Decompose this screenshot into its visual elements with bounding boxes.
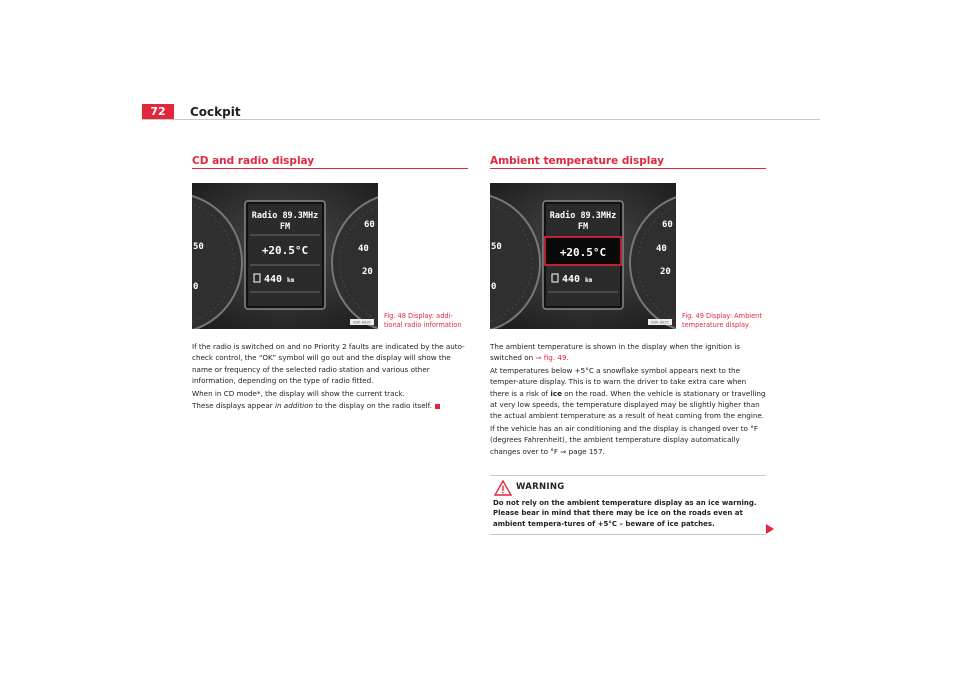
figure-49-caption: Fig. 49 Display: Ambient temperature display — [682, 312, 762, 329]
chapter-title: Cockpit — [190, 105, 241, 119]
paragraph: If the vehicle has an air conditioning and the display is changed over to °F (degrees Fahrenheit), the ambient temperature display automatically changes over to °F ⇒ page 157. — [490, 423, 758, 456]
display-band: FM — [279, 222, 291, 232]
display-radio-frequency: Radio 89.3MHz — [549, 211, 617, 221]
warning-title: WARNING — [516, 482, 565, 492]
display-band: FM — [577, 222, 589, 232]
warning-triangle-icon — [494, 480, 512, 496]
right-body-text — [490, 341, 766, 458]
figure-48 — [192, 183, 378, 329]
figure-48-caption: Fig. 48 Display: addi- tional radio information — [384, 312, 462, 329]
section-heading-ambient-temp: Ambient temperature display — [490, 155, 664, 167]
end-of-section-marker — [435, 404, 440, 409]
text: on the road. When the vehicle is stationary or travelling at very low speeds, the temperature displayed may be slightly higher than the actual ambient temperature as a result of heat coming from the engine. — [490, 388, 766, 421]
bold-text: ice — [550, 388, 562, 398]
gauge-left-label-1: 50 — [193, 242, 204, 252]
display-temperature: +20.5°C — [559, 246, 607, 259]
display-range: 440 — [562, 274, 581, 285]
paragraph: When in CD mode*, the display will show the current track. — [192, 388, 405, 398]
page-number: 72 — [142, 104, 174, 120]
italic-text: in addition — [274, 401, 314, 411]
gauge-right-label-2: 40 — [358, 244, 369, 254]
paragraph — [192, 400, 468, 411]
gauge-left-label-2: 0 — [491, 282, 497, 292]
warning-text: Do not rely on the ambient temperature display as an ice warning. Please bear in mind that there may be ice on the roads even at ambient tempera-tures of +5°C – beware of ice patches. — [493, 499, 757, 528]
gauge-left-label-1: 50 — [491, 242, 502, 252]
section-heading-cd-radio: CD and radio display — [192, 155, 315, 167]
continue-arrow-icon — [766, 524, 774, 534]
figure-49 — [490, 183, 676, 329]
display-temperature: +20.5°C — [261, 244, 309, 257]
display-range-unit: km — [287, 277, 295, 284]
figure-code: B3R-0026 — [353, 320, 371, 325]
text: to the display on the radio itself. — [313, 401, 432, 411]
gauge-right-label-1: 60 — [662, 220, 673, 230]
text: . — [566, 353, 569, 363]
paragraph — [490, 365, 766, 422]
gauge-right-label-2: 40 — [656, 244, 667, 254]
display-radio-frequency: Radio 89.3MHz — [251, 211, 319, 221]
gauge-left-label-2: 0 — [193, 282, 199, 292]
left-body-text — [192, 341, 468, 412]
text: The ambient temperature is shown in the display when the ignition is switched on — [490, 342, 741, 363]
text: These displays appear — [192, 401, 275, 411]
gauge-right-label-3: 20 — [660, 267, 671, 277]
header-rule — [142, 119, 820, 120]
text: At temperatures below +5°C a snowflake symbol appears next to the temper-ature display. This is to warn the driver to take extra care when there is a risk of — [490, 365, 747, 398]
display-range-unit: km — [585, 277, 593, 284]
display-range: 440 — [264, 274, 283, 285]
paragraph: If the radio is switched on and no Priority 2 faults are indicated by the auto-check control, the “OK” symbol will go out and the display will show the name or frequency of the selected radio station and various other information, depending on the type of radio fitted. — [192, 342, 465, 386]
gauge-right-label-1: 60 — [364, 220, 375, 230]
section-rule — [192, 168, 468, 169]
paragraph — [490, 341, 766, 364]
figure-link[interactable]: ⇒ fig. 49 — [535, 353, 567, 363]
section-rule — [490, 168, 766, 169]
gauge-right-label-3: 20 — [362, 267, 373, 277]
dashboard-illustration — [192, 183, 378, 329]
dashboard-illustration — [490, 183, 676, 329]
figure-code: B3R-0025 — [651, 320, 669, 325]
warning-box — [490, 475, 766, 535]
